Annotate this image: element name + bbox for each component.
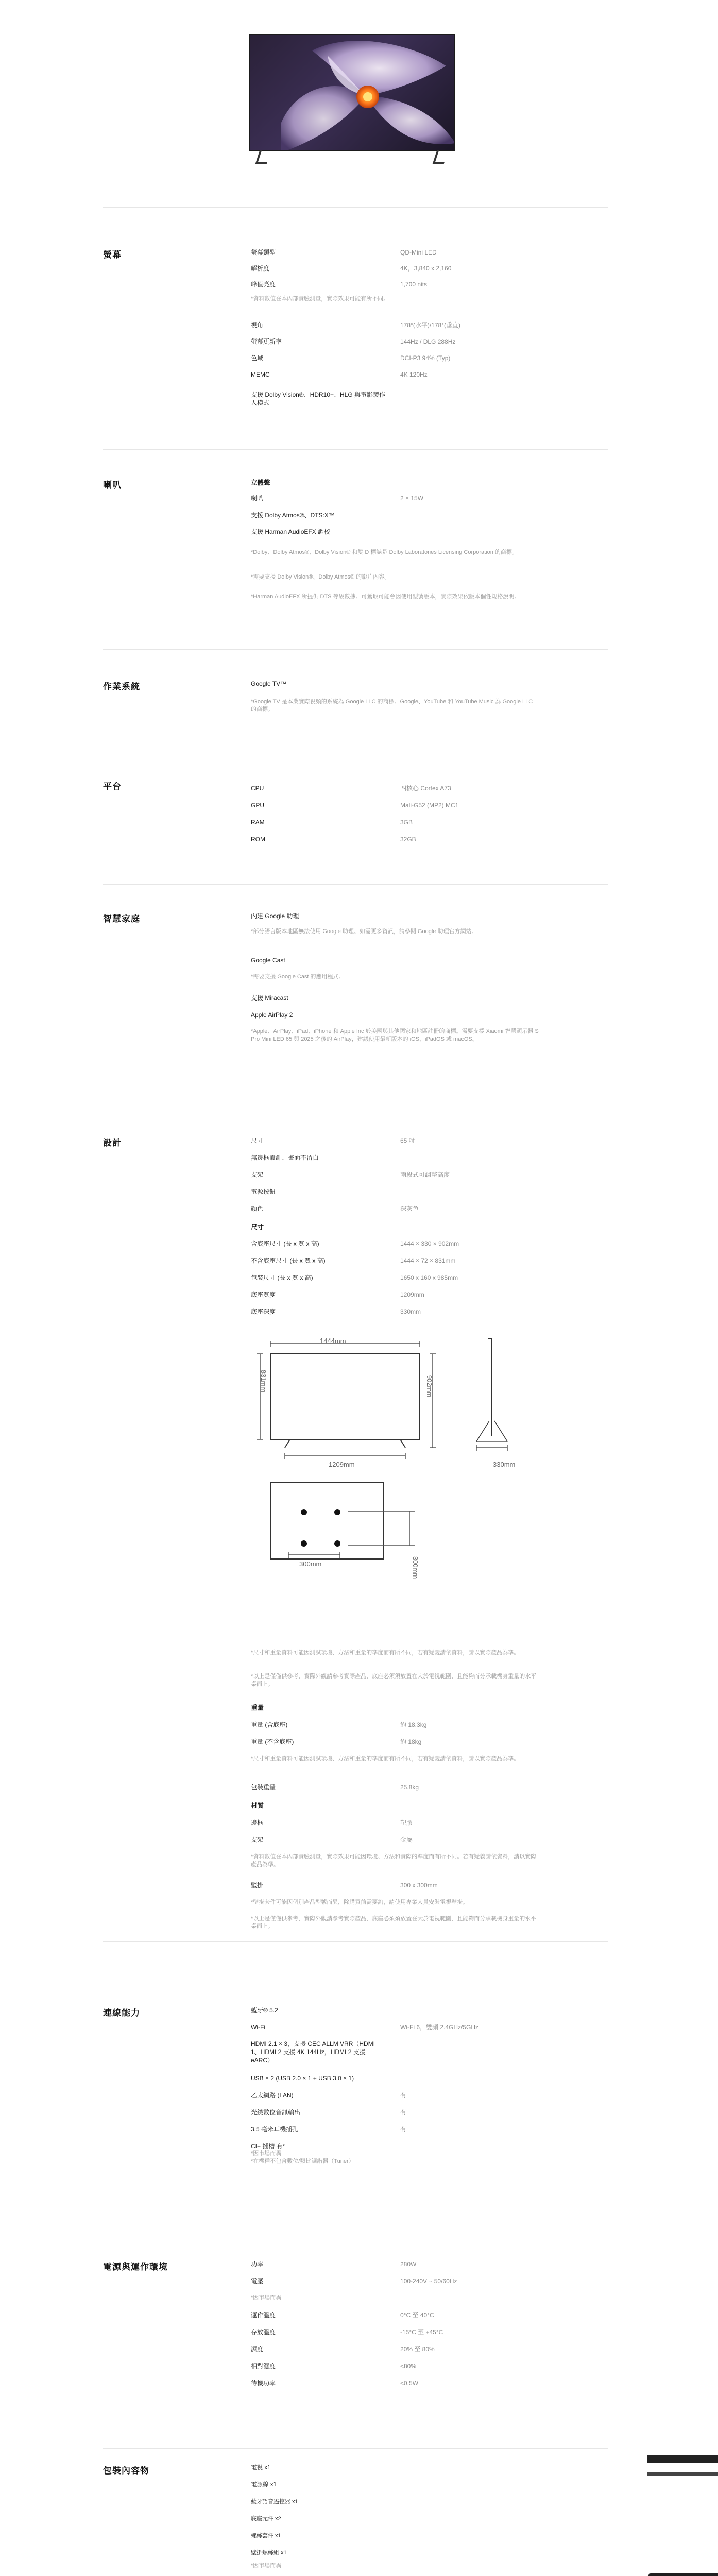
- os-name: Google TV™: [251, 680, 287, 687]
- footnote: *需要支援 Google Cast 的應用程式。: [251, 974, 345, 980]
- floating-tab[interactable]: [647, 2455, 718, 2463]
- box-item: 電源線 x1: [251, 2482, 277, 2488]
- dim-height-no-stand: 831mm: [260, 1369, 268, 1393]
- tv-screen-artwork: [249, 34, 455, 151]
- section-title: 連線能力: [103, 2008, 140, 2018]
- footnote: *在機種不包含數位/類比調諧器（Tuner）: [251, 2158, 354, 2164]
- floating-tab[interactable]: [647, 2472, 718, 2476]
- footnote: *尺寸和重量資料可能因測試環境、方法和重量的準度而有所不同，若有疑義請依資料，請以實際產品為準。: [251, 1756, 520, 1762]
- section-platform: 平台 CPU 四核心 Cortex A73 GPU Mali-G52 (MP2) MC1 RAM 3GB ROM 32GB: [103, 778, 608, 884]
- box-item: 底座元件 x2: [251, 2516, 281, 2522]
- box-item: 藍牙語音遙控器 x1: [251, 2499, 298, 2505]
- footnote: *Dolby、Dolby Atmos®、Dolby Vision® 和雙 D 標誌是 Dolby Laboratories Licensing Corporation 的商標。: [251, 549, 518, 555]
- smart-item: Google Cast: [251, 957, 285, 964]
- section-smart-home: [103, 884, 608, 1104]
- speaker-head: 立體聲: [251, 479, 270, 486]
- dim-height-with-stand: 902mm: [425, 1375, 434, 1398]
- footnote: *因市場而異: [251, 2150, 282, 2157]
- dimension-diagram: [255, 1333, 574, 1565]
- footnote: *資料數值在本內部實驗測量，實際效果可能有所不同。: [251, 296, 389, 302]
- audio-line: 支援 Harman AudioEFX 調校: [251, 528, 331, 535]
- weight-head: 重量: [251, 1704, 264, 1711]
- smart-item: 支援 Miracast: [251, 994, 288, 1002]
- tv-hero-image: [249, 34, 455, 168]
- dim-width: 1444mm: [320, 1337, 346, 1345]
- footnote: *Google TV 是本業實際視頻的系統為 Google LLC 的商標。Google、YouTube 和 YouTube Music 為 Google LLC 的商標。: [251, 699, 533, 713]
- footnote: *Harman AudioEFX 所提供 DTS 等級數據。可獲取可能會因使用型號版本，實際效果依版本個性規格說明。: [251, 594, 520, 600]
- section-title: 平台: [103, 782, 122, 791]
- support-chat-widget[interactable]: [647, 2573, 718, 2576]
- footnote: *部分語言版本地區無法使用 Google 助理。如需更多資訊，請參閱 Google 助理官方網站。: [251, 928, 477, 935]
- section-design: 設計 尺寸 65 吋 無邊框設計、畫面不留白 支架 兩段式可調整高度 電源按鈕 顏色 深灰色 尺寸 含底座尺寸 (長 x 寬 x 高) 1444 × 330 × 902mm 不含底座尺寸 (長 x 寬 x 高) 1444 × 72 × 831mm 包裝尺寸 (長 x 寬 x 高) 1650 x 160 x 985mm 底座寬度 1209mm 底座深度 330mm 1444mm 831mm 902mm 1209mm 330mm 300mm 300mm *尺寸和重量資料可能因測試環境、方法和重量的準度而有所不同，若有疑義請依資料，請以實際產品為準。 *以上是僅僅供參考，實際外觀請參考實際產品，底座必須須放置在大於電視範圍，且能夠而分承載機身重量的水平桌面上。 重量 重量 (含底座) 約 18.3kg 重量 (不含底座) 約 18kg *尺寸和重量資料可能因測試環境、方法和重量的準度而有所不同，若有疑義請依資料，請以實際產品為準。 包裝重量 25.8kg 材質 邊框 塑膠 支架 金屬 *資料數值在本內部實驗測量，實際效果可能因環境、方法和實際的準度而有所不同。若有疑義請依資料，請以實際產品為準。 壁掛 300 x 300mm *壁掛套件可能因個別產品型號而異，除購買前需要詢，請使用專業人員安裝電視壁掛。 *以上是僅僅供參考，實際外觀請參考實際產品，底座必須須放置在大於電視範圍，且能夠而分承載機身重量的水平桌面上。: [103, 1104, 608, 1941]
- section-power: 電源與運作環境 功率 280W 電壓 100-240V ~ 50/60Hz *因市場而異 運作溫度 0°C 至 40°C 存放溫度 -15°C 至 +45°C 濕度 20% 至 80% 相對濕度 <80% 待機功率 <0.5W: [103, 2230, 608, 2448]
- section-title: 設計: [103, 1138, 122, 1148]
- footnote: *以上是僅僅供參考，實際外觀請參考實際產品，底座必須須放置在大於電視範圍，且能夠而分承載機身重量的水平桌面上。: [251, 1673, 537, 1687]
- vesa-holes: [301, 1509, 340, 1547]
- footnote: *資料數值在本內部實驗測量，實際效果可能因環境、方法和實際的準度而有所不同。若有疑義請依資料，請以實際產品為準。: [251, 1854, 537, 1868]
- footnote: *尺寸和重量資料可能因測試環境、方法和重量的準度而有所不同，若有疑義請依資料，請以實際產品為準。: [251, 1650, 520, 1656]
- audio-line: 支援 Dolby Atmos®、DTS:X™: [251, 512, 335, 519]
- tv-stand-right: [433, 150, 448, 164]
- footnote: *以上是僅僅供參考，實際外觀請參考實際產品，底座必須須放置在大於電視範圍，且能夠而分承載機身重量的水平桌面上。: [251, 1916, 537, 1929]
- dim-vesa-h: 300mm: [412, 1556, 420, 1579]
- hdr-support: 支援 Dolby Vision®、HDR10+、HLG 與電影製作人模式: [251, 391, 386, 406]
- footnote: *因市場而異: [251, 2563, 282, 2569]
- section-title: 螢幕: [103, 250, 122, 260]
- footnote: *需要支援 Dolby Vision®、Dolby Atmos® 的影片內容。: [251, 574, 390, 580]
- dim-stand-depth: 330mm: [493, 1461, 516, 1468]
- section-title: 包裝內容物: [103, 2466, 149, 2476]
- smart-item: 內建 Google 助理: [251, 912, 299, 920]
- section-display: 螢幕 螢幕類型 QD-Mini LED 解析度 4K，3,840 x 2,160 峰值亮度 1,700 nits *資料數值在本內部實驗測量，實際效果可能有所不同。 視角 178°(水平)/178°(垂直) 螢幕更新率 144Hz / DLG 288Hz 色域 DCI-P3 94% (Typ) MEMC 4K 120Hz 支援 Dolby Vision®、HDR10+、HLG 與電影製作人模式: [103, 207, 608, 449]
- footnote: *因市場而異: [251, 2295, 282, 2301]
- section-os: [103, 649, 608, 778]
- box-item: 壁掛螺絲組 x1: [251, 2550, 287, 2556]
- box-item: 螺絲套件 x1: [251, 2533, 281, 2539]
- smart-item: Apple AirPlay 2: [251, 1011, 293, 1019]
- section-title: 電源與運作環境: [103, 2262, 168, 2272]
- section-box-contents: [103, 2448, 608, 2576]
- flower-artwork: [250, 35, 455, 151]
- section-title: 智慧家庭: [103, 914, 140, 924]
- size-head: 尺寸: [251, 1224, 264, 1231]
- section-title: 喇叭: [103, 480, 122, 490]
- dim-stand-width: 1209mm: [329, 1461, 355, 1468]
- section-speaker: 喇叭 立體聲 喇叭 2 × 15W 支援 Dolby Atmos®、DTS:X™ 支援 Harman AudioEFX 調校 *Dolby、Dolby Atmos®、Dolby Vision® 和雙 D 標誌是 Dolby Laboratories Licensing Corporation 的商標。 *需要支援 Dolby Vision®、Dolby Atmos® 的影片內容。 *Harman AudioEFX 所提供 DTS 等級數據。可獲取可能會因使用型號版本，實際效果依版本個性規格說明。: [103, 449, 608, 649]
- box-item: 電視 x1: [251, 2465, 271, 2471]
- dim-vesa-w: 300mm: [299, 1560, 322, 1568]
- footnote: *壁掛套件可能因個別產品型號而異，除購買前需要詢，請使用專業人員安裝電視壁掛。: [251, 1899, 469, 1905]
- material-head: 材質: [251, 1802, 264, 1809]
- section-connectivity: 連線能力 藍牙® 5.2 Wi-Fi Wi-Fi 6，雙頻 2.4GHz/5GHz HDMI 2.1 × 3，支援 CEC ALLM VRR（HDMI 1、HDMI 2 支援 4K 144Hz，HDMI 2 支援 eARC） USB × 2 (USB 2.0 × 1 + USB 3.0 × 1) 乙太網路 (LAN) 有 光纖數位音訊輸出 有 3.5 毫米耳機插孔 有 CI+ 插槽 有* *因市場而異 *在機種不包含數位/類比調諧器（Tuner）: [103, 1941, 608, 2230]
- section-title: 作業系統: [103, 682, 140, 691]
- tv-stand-left: [255, 150, 271, 164]
- footnote: *Apple、AirPlay、iPad、iPhone 和 Apple Inc 於美國與其他國家和地區註冊的商標。需要支援 Xiaomi 智慧顯示器 S Pro Mini LED 65 與 2025 之後的 AirPlay，建議使用最新版本的 iOS、iPadOS 或 macOS。: [251, 1028, 539, 1042]
